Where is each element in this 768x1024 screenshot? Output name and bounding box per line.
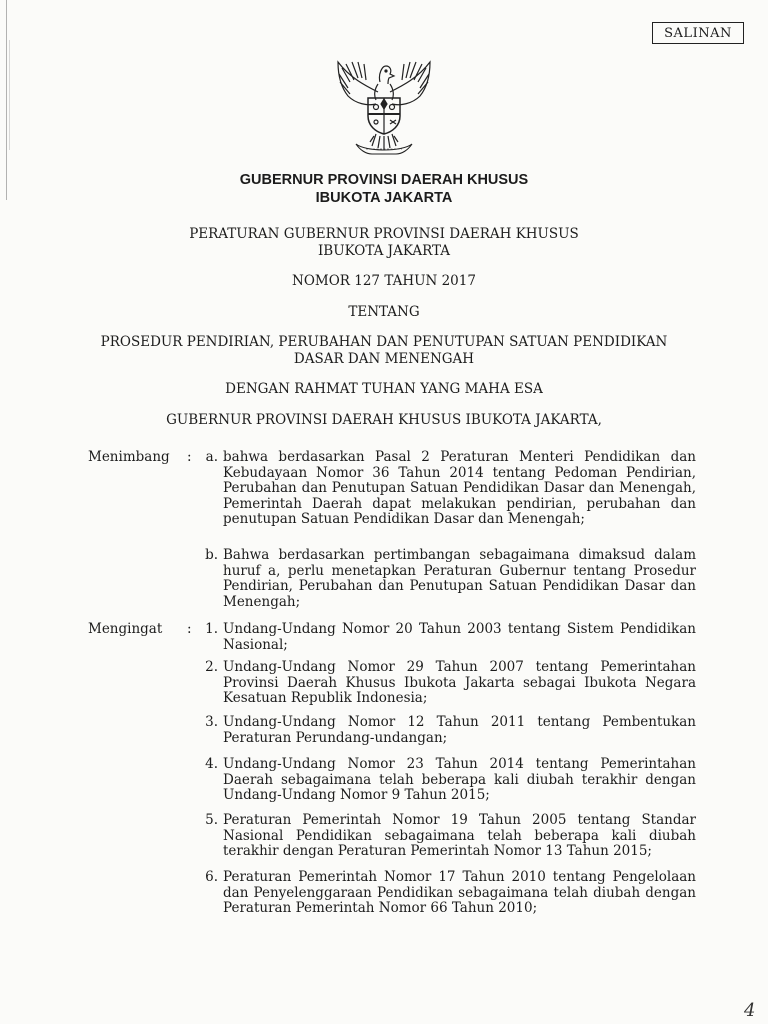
menimbang-item-text: bahwa berdasarkan Pasal 2 Peraturan Menteri Pendidikan dan Kebudayaan Nomor 36 Tahun 2014 tentang Pedoman Pendirian, Perubahan dan Penutupan Satuan Pendidikan Dasar dan Menengah, Pemerintah Daerah dapat melakukan pendirian, perubahan dan penutupan Satuan Pendidikan Dasar dan Menengah; [223,449,696,527]
mengingat-item-marker: 3. [205,714,218,730]
mengingat-item-text: Undang-Undang Nomor 12 Tahun 2011 tentang Pembentukan Peraturan Perundang-undangan; [223,714,696,746]
menimbang-label: Menimbang [88,449,170,465]
mengingat-label: Mengingat [88,621,163,637]
salinan-stamp: SALINAN [652,22,744,44]
mengingat-item-marker: 5. [205,812,218,828]
regulation-title-line2: IBUKOTA JAKARTA [317,243,451,259]
menimbang-colon: : [187,449,192,465]
menimbang-item-marker: a. [205,449,218,465]
menimbang-item-text: Bahwa berdasarkan pertimbangan sebagaimana dimaksud dalam huruf a, perlu menetapkan Peraturan Gubernur tentang Prosedur Pendirian, Perubahan dan Penutupan Satuan Pendidikan Dasar dan Menengah; [223,547,696,610]
mengingat-item-marker: 6. [205,869,218,885]
mengingat-colon: : [187,621,192,637]
garuda-emblem-icon [326,52,442,162]
scan-edge-line [6,0,7,200]
mengingat-item-text: Undang-Undang Nomor 20 Tahun 2003 tentang Sistem Pendidikan Nasional; [223,621,696,653]
mengingat-item-text: Peraturan Pemerintah Nomor 17 Tahun 2010 tentang Pengelolaan dan Penyelenggaraan Pendidikan sebagaimana telah diubah dengan Peraturan Pemerintah Nomor 66 Tahun 2010; [223,869,696,916]
regulation-number: NOMOR 127 TAHUN 2017 [292,273,476,289]
governor-title-line1: GUBERNUR PROVINSI DAERAH KHUSUS [239,172,529,188]
mengingat-item-marker: 2. [205,659,218,675]
mengingat-item-text: Undang-Undang Nomor 29 Tahun 2007 tentang Pemerintahan Provinsi Daerah Khusus Ibukota Jakarta sebagai Ibukota Negara Kesatuan Republik Indonesia; [223,659,696,706]
menimbang-item-marker: b. [205,547,218,563]
about-heading: TENTANG [348,304,420,320]
grace-statement: DENGAN RAHMAT TUHAN YANG MAHA ESA [225,381,543,397]
subject-line1: PROSEDUR PENDIRIAN, PERUBAHAN DAN PENUTUPAN SATUAN PENDIDIKAN [100,334,668,350]
mengingat-item-marker: 1. [205,621,218,637]
mengingat-item-text: Peraturan Pemerintah Nomor 19 Tahun 2005 tentang Standar Nasional Pendidikan sebagaimana telah beberapa kali diubah terakhir dengan Peraturan Pemerintah Nomor 13 Tahun 2015; [223,812,696,859]
page-mark: 4 [744,1000,756,1021]
scan-edge-line [9,40,10,150]
issuer-line: GUBERNUR PROVINSI DAERAH KHUSUS IBUKOTA JAKARTA, [166,412,602,428]
mengingat-item-marker: 4. [205,756,218,772]
subject-line2: DASAR DAN MENENGAH [293,351,475,367]
governor-title-line2: IBUKOTA JAKARTA [315,190,453,206]
regulation-title-line1: PERATURAN GUBERNUR PROVINSI DAERAH KHUSUS [189,226,579,242]
mengingat-item-text: Undang-Undang Nomor 23 Tahun 2014 tentang Pemerintahan Daerah sebagaimana telah beberapa kali diubah terakhir dengan Undang-Undang Nomor 9 Tahun 2015; [223,756,696,803]
